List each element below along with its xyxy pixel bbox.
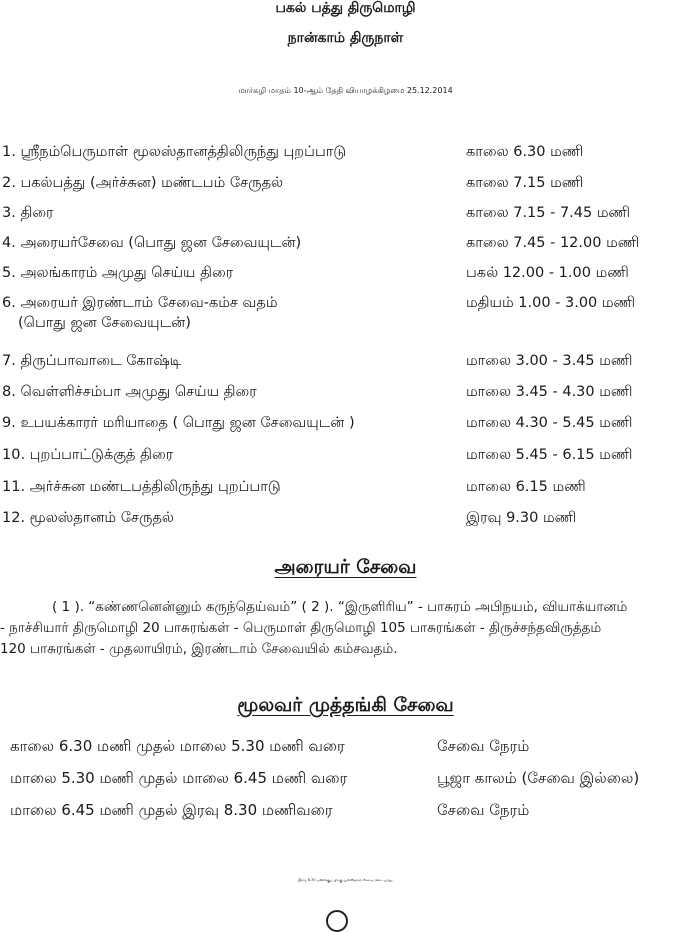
schedule-event: 6. அரையர் இரண்டாம் சேவை-கம்ச வதம் <box>2 295 278 311</box>
moolavar-status: சேவை நேரம் <box>437 801 530 819</box>
schedule-time: காலை 7.15 - 7.45 மணி <box>466 205 631 221</box>
schedule-event: 11. அர்ச்சுன மண்டபத்திலிருந்து புறப்பாடு <box>2 479 281 495</box>
schedule-time: பகல் 12.00 - 1.00 மணி <box>466 265 629 281</box>
schedule-row <box>0 353 691 379</box>
moolavar-row <box>0 769 691 797</box>
schedule-row <box>0 479 691 505</box>
schedule-time: காலை 7.15 மணி <box>466 175 584 191</box>
schedule-time: மாலை 6.15 மணி <box>466 479 586 495</box>
schedule-event: 4. அரையர்சேவை (பொது ஜன சேவையுடன்) <box>2 235 302 251</box>
schedule-row <box>0 447 691 473</box>
schedule-row <box>0 205 691 231</box>
schedule-row <box>0 510 691 536</box>
footer-note: இரவு 8.30 மணிக்குப் பிறகு மூலஸ்தான சேவை கிடையாது. <box>298 878 393 882</box>
araiyar-sevai-heading: அரையர் சேவை <box>274 556 417 578</box>
schedule-event: 3. திரை <box>2 205 54 221</box>
araiyar-text-line-3: 120 பாசுரங்கள் - முதலாயிரம், இரண்டாம் சேவையில் கம்சவதம். <box>0 641 398 657</box>
moolavar-time: மாலை 6.45 மணி முதல் இரவு 8.30 மணிவரை <box>10 801 333 819</box>
araiyar-text-line-2: - நாச்சியார் திருமொழி 20 பாசுரங்கள் - பெருமாள் திருமொழி 105 பாசுரங்கள் - திருச்சந்தவிருத்தம் <box>0 620 602 636</box>
moolavar-time: காலை 6.30 மணி முதல் மாலை 5.30 மணி வரை <box>10 737 345 755</box>
moolavar-row <box>0 801 691 829</box>
schedule-row <box>0 144 691 170</box>
schedule-event: 1. ஸ்ரீநம்பெருமாள் மூலஸ்தானத்திலிருந்து புறப்பாடு <box>2 144 347 160</box>
schedule-row <box>0 265 691 291</box>
schedule-event: 5. அலங்காரம் அமுது செய்ய திரை <box>2 265 234 281</box>
schedule-row <box>0 415 691 441</box>
schedule-time: மாலை 3.45 - 4.30 மணி <box>466 384 633 400</box>
schedule-event: 7. திருப்பாவாடை கோஷ்டி <box>2 353 182 369</box>
schedule-event-continued: (பொது ஜன சேவையுடன்) <box>18 315 191 331</box>
schedule-event: 9. உபயக்காரர் மரியாதை ( பொது ஜன சேவையுடன் ) <box>2 415 355 431</box>
moolavar-time: மாலை 5.30 மணி முதல் மாலை 6.45 மணி வரை <box>10 769 348 787</box>
circle-mark-icon <box>326 910 348 932</box>
schedule-time: காலை 6.30 மணி <box>466 144 584 160</box>
schedule-row <box>0 235 691 261</box>
moolavar-sevai-heading: மூலவர் முத்தங்கி சேவை <box>237 694 454 716</box>
schedule-time: காலை 7.45 - 12.00 மணி <box>466 235 640 251</box>
schedule-time: இரவு 9.30 மணி <box>466 510 577 526</box>
schedule-event: 10. புறப்பாட்டுக்குத் திரை <box>2 447 174 463</box>
schedule-row <box>0 295 691 341</box>
schedule-event: 8. வெள்ளிச்சம்பா அமுது செய்ய திரை <box>2 384 257 400</box>
title-line-1: பகல் பத்து திருமொழி <box>275 0 416 16</box>
moolavar-row <box>0 737 691 765</box>
title-line-2: நான்காம் திருநாள் <box>287 30 404 46</box>
schedule-event: 2. பகல்பத்து (அர்ச்சுன) மண்டபம் சேருதல் <box>2 175 284 191</box>
schedule-time: மாலை 3.00 - 3.45 மணி <box>466 353 633 369</box>
araiyar-text-line-1: ( 1 ). “கண்ணனென்னும் கருந்தெய்வம்” ( 2 ). “இருளிரிய” - பாசுரம் அபிநயம், வியாக்யானம் <box>52 599 628 615</box>
schedule-time: மாலை 5.45 - 6.15 மணி <box>466 447 633 463</box>
date-line: மார்கழி மாதம் 10-ஆம் தேதி வியாழக்கிழமை 25.12.2014 <box>238 86 453 95</box>
schedule-time: மதியம் 1.00 - 3.00 மணி <box>466 295 636 311</box>
moolavar-status: பூஜா காலம் (சேவை இல்லை) <box>437 769 640 787</box>
schedule-time: மாலை 4.30 - 5.45 மணி <box>466 415 633 431</box>
schedule-row <box>0 175 691 201</box>
schedule-event: 12. மூலஸ்தானம் சேருதல் <box>2 510 174 526</box>
moolavar-status: சேவை நேரம் <box>437 737 530 755</box>
schedule-row <box>0 384 691 410</box>
